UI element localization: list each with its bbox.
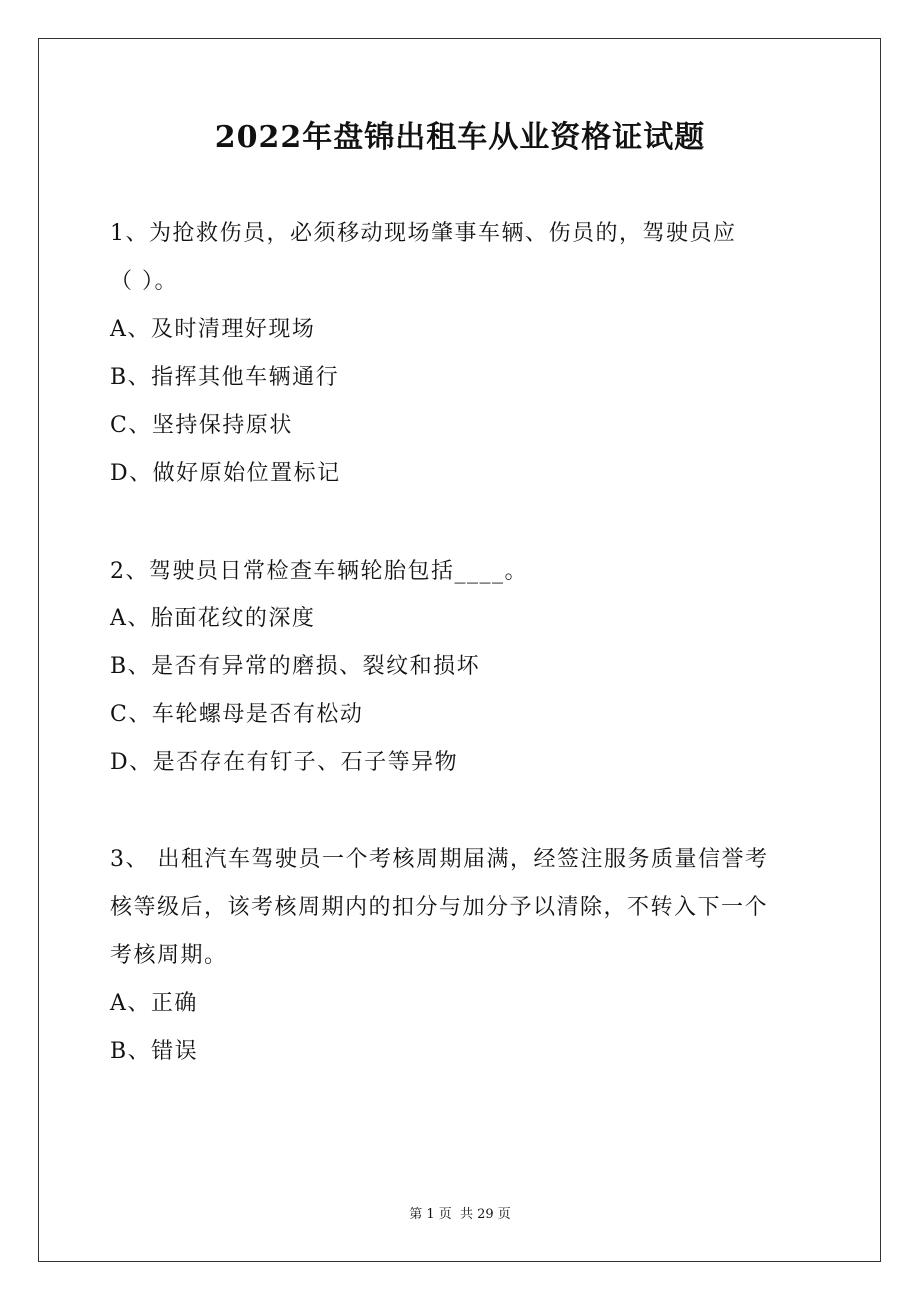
question-2-option-d: D、是否存在有钉子、石子等异物 bbox=[110, 750, 459, 775]
question-3-option-b: B、错误 bbox=[110, 1039, 199, 1064]
question-2-option-a: A、胎面花纹的深度 bbox=[110, 606, 316, 631]
question-3-option-a: A、正确 bbox=[110, 991, 198, 1016]
question-1-text-line-1: 1、为抢救伤员，必须移动现场肇事车辆、伤员的，驾驶员应 bbox=[110, 221, 737, 246]
document-title: 2022年盘锦出租车从业资格证试题 bbox=[214, 120, 706, 155]
question-2-option-c: C、车轮螺母是否有松动 bbox=[110, 702, 364, 727]
question-3-text-line-1: 3、 出租汽车驾驶员一个考核周期届满，经签注服务质量信誉考 bbox=[110, 847, 769, 872]
question-1-option-d: D、做好原始位置标记 bbox=[110, 461, 341, 486]
page-footer bbox=[0, 1206, 920, 1224]
question-1-option-b: B、指挥其他车辆通行 bbox=[110, 365, 340, 390]
question-1-text-line-2: （ ）。 bbox=[110, 269, 178, 294]
question-1-option-a: A、及时清理好现场 bbox=[110, 317, 316, 342]
question-3-text-line-2: 核等级后，该考核周期内的扣分与加分予以清除，不转入下一个 bbox=[110, 895, 769, 920]
question-2-text-line-1: 2、驾驶员日常检查车辆轮胎包括____。 bbox=[110, 559, 528, 584]
question-1-option-c: C、坚持保持原状 bbox=[110, 413, 293, 438]
question-2-option-b: B、是否有异常的磨损、裂纹和损坏 bbox=[110, 654, 481, 679]
page-number: 第 1 页 bbox=[409, 1207, 452, 1222]
page-total: 共 29 页 bbox=[459, 1207, 511, 1222]
question-3-text-line-3: 考核周期。 bbox=[110, 943, 228, 968]
